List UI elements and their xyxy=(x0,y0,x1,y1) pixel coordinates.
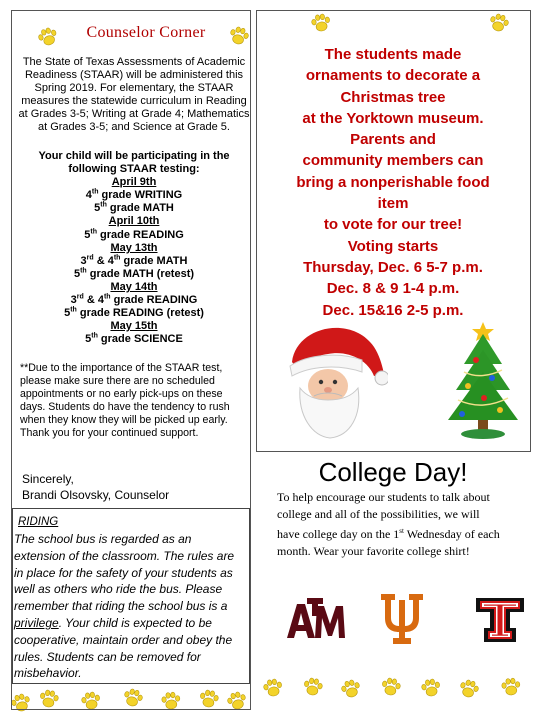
christmas-tree-image xyxy=(446,320,520,445)
grade-number: 4 xyxy=(97,294,104,307)
closing-text: Sincerely, xyxy=(22,472,74,486)
college-ordinal: st xyxy=(399,527,404,535)
paw-print-icon xyxy=(300,674,325,699)
schedule-date: April 9th xyxy=(111,176,157,189)
college-text-1: To help encourage our students to talk about college and all of the possibilities, we will have college day on the 1 xyxy=(277,490,490,541)
ornament-line: bring a nonperishable food xyxy=(296,173,490,191)
staar-note: **Due to the importance of the STAAR test, please make sure there are no scheduled appointments or no early pick-ups on these days. Students do have the tendency to rush when they know they will be picked up early. Thank you for your continued support. xyxy=(20,362,230,440)
signature-block xyxy=(22,471,242,503)
ornament-line: Dec. 15&16 2-5 p.m. xyxy=(322,301,464,319)
test-subject: grade MATH (retest) xyxy=(86,267,195,280)
riding-text xyxy=(14,531,246,682)
test-subject: grade READING xyxy=(96,228,184,241)
test-subject: grade MATH xyxy=(106,202,174,215)
schedule-test xyxy=(16,268,252,281)
grade-number: 3 xyxy=(70,294,77,307)
riding-text-2: . Your child is expected to be cooperative, maintain order and obey the rules. Students can be removed for misbehavior. xyxy=(14,615,233,681)
texas-tech-logo xyxy=(472,594,528,651)
schedule-date: May 13th xyxy=(110,241,158,254)
counselor-corner-title: Counselor Corner xyxy=(86,24,206,41)
ornament-line: to vote for our tree! xyxy=(323,216,463,234)
grade-suffix: th xyxy=(80,267,87,275)
schedule-date: April 10th xyxy=(108,215,160,228)
schedule-test xyxy=(16,229,252,242)
riding-title: RIDING xyxy=(18,516,59,528)
schedule-test xyxy=(16,202,252,215)
paw-print-icon xyxy=(499,675,523,699)
test-subject: grade READING xyxy=(110,294,198,307)
ornament-line: at the Yorktown museum. xyxy=(302,109,484,127)
grade-suffix: th xyxy=(113,254,121,262)
schedule-date: May 14th xyxy=(110,280,158,293)
grade-suffix: th xyxy=(100,201,107,209)
schedule-test xyxy=(16,333,252,346)
schedule-test: 3rd & 4th grade READING xyxy=(70,293,198,307)
ornament-line: Parents and xyxy=(350,131,436,149)
college-day-title: College Day! xyxy=(318,457,468,487)
grade-suffix: th xyxy=(91,188,99,196)
staar-schedule xyxy=(16,150,252,346)
santa-image xyxy=(278,320,388,440)
ornament-line: item xyxy=(377,195,409,213)
schedule-date: May 15th xyxy=(110,320,158,333)
schedule-test xyxy=(16,307,252,320)
grade-suffix: th xyxy=(90,227,97,235)
grade-number: 3 xyxy=(80,254,87,267)
test-subject: grade SCIENCE xyxy=(97,333,183,346)
college-text-2: Wednesday of each month. Wear your favorite college shirt! xyxy=(277,527,500,558)
schedule-test: 3rd & 4th grade MATH xyxy=(80,254,188,267)
grade-number: 5 xyxy=(73,267,81,280)
grade-number: 5 xyxy=(84,228,91,241)
schedule-test xyxy=(16,189,252,202)
grade-suffix: rd xyxy=(86,254,94,262)
test-subject: grade WRITING xyxy=(98,189,183,202)
ornament-line: Christmas tree xyxy=(340,88,446,106)
texas-am-logo xyxy=(285,594,345,647)
participating-text: Your child will be participating in the following STAAR testing: xyxy=(38,150,230,176)
counselor-name: Brandi Olsovsky, Counselor xyxy=(22,488,170,502)
ornament-line: Thursday, Dec. 6 5-7 p.m. xyxy=(303,258,483,276)
grade-number: 5 xyxy=(64,307,71,320)
paw-print-icon xyxy=(338,676,365,703)
riding-emphasis: privilege xyxy=(14,615,59,630)
grade-number: 5 xyxy=(85,333,92,346)
test-subject: grade READING (retest) xyxy=(76,307,204,320)
ornament-line: ornaments to decorate a xyxy=(305,67,481,85)
staar-intro-text: The State of Texas Assessments of Academic Readiness (STAAR) will be administered this Spring 2019. For elementary, the STAAR measures the statewide curriculum in Reading at Grades 3-5; Writing at Grade 4; Mathematics at Grades 3-5; and Science at Grade 5. xyxy=(18,56,250,134)
ornaments-announcement xyxy=(258,44,528,321)
grade-number: 4 xyxy=(107,254,114,267)
paw-print-icon xyxy=(378,674,403,699)
grade-suffix: rd xyxy=(76,293,84,301)
ornament-line: community members can xyxy=(302,152,484,170)
grade-suffix: th xyxy=(70,306,77,314)
test-subject: grade MATH xyxy=(120,254,188,267)
college-day-text xyxy=(277,489,502,560)
grade-suffix: th xyxy=(103,293,111,301)
ornament-line: Dec. 8 & 9 1-4 p.m. xyxy=(326,280,460,298)
riding-text-1: The school bus is regarded as an extension of the classroom. The rules are in place for the safety of your students as well as others who ride the bus. Please remember that riding the school bus is a xyxy=(14,532,235,614)
paw-print-icon xyxy=(260,675,285,700)
grade-number: 4 xyxy=(85,189,92,202)
paw-print-icon xyxy=(418,675,443,700)
paw-print-icon xyxy=(456,676,483,703)
ornament-line: The students made xyxy=(324,46,462,63)
ornament-line: Voting starts xyxy=(347,237,439,255)
grade-number: 5 xyxy=(94,202,101,215)
ut-longhorn-logo xyxy=(377,592,427,651)
grade-suffix: th xyxy=(91,332,98,340)
